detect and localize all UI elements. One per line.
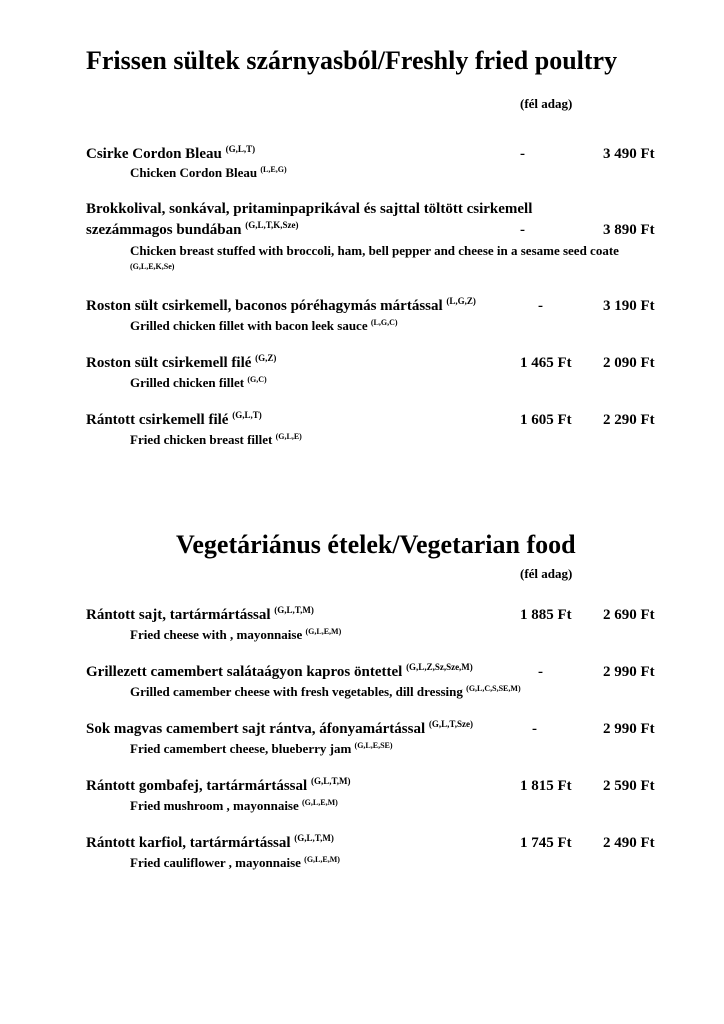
allergen-codes: (G,L,T,Sze) [428,719,473,729]
item-name-en [130,741,393,757]
allergen-codes: (G,Z) [255,353,277,363]
half-price: 1 815 Ft [520,778,572,794]
half-price: 1 885 Ft [520,607,572,623]
item-name-en-text: Fried cheese with , mayonnaise [130,627,303,642]
full-price: 3 890 Ft [603,222,655,238]
allergen-codes-en: (G,L,E,K,Se) [130,262,175,271]
item-name [86,221,299,239]
allergen-codes: (G,L,Z,Sz,Sze,M) [406,662,473,672]
item-name-en-text: Fried cauliflower , mayonnaise [130,855,301,870]
half-portion-label: (fél adag) [520,566,573,581]
allergen-codes-en: (G,L,E,M) [304,855,340,864]
item-name-en-text: Chicken Cordon Bleau [130,165,258,180]
item-name [86,606,314,624]
item-name-en-text: Fried mushroom , mayonnaise [130,798,299,813]
full-price: 2 290 Ft [603,412,655,428]
half-portion-label: (fél adag) [520,96,573,111]
allergen-codes: (G,L,T) [225,144,256,154]
half-price: - [532,721,537,737]
full-price: 3 190 Ft [603,298,655,314]
full-price: 2 690 Ft [603,607,655,623]
item-name-text: Rántott karfiol, tartármártással [86,835,291,851]
full-price: 3 490 Ft [603,146,655,162]
allergen-codes-en: (L,E,G) [260,165,287,174]
item-name-text: Sok magvas camembert sajt rántva, áfonyamártással [86,721,426,737]
item-name-text: Rántott csirkemell filé [86,412,229,428]
allergen-codes: (G,L,T) [232,410,262,420]
section-title-vegetarian: Vegetáriánus ételek/Vegetarian food [176,530,576,559]
item-name-text: Rántott gombafej, tartármártással [86,778,308,794]
full-price: 2 490 Ft [603,835,655,851]
allergen-codes-en: (G,C) [247,375,267,384]
allergen-codes-en: (G,L,E,M) [302,798,338,807]
allergen-codes: (G,L,T,K,Sze) [245,220,299,230]
half-price: - [538,664,543,680]
allergen-codes-en: (G,L,C,S,SE,M) [466,684,521,693]
item-name-text: szezámmagos bundában [86,222,242,238]
item-name [86,145,255,163]
item-name-en [130,432,302,448]
item-name [86,354,276,372]
item-name-en-text: Fried camembert cheese, blueberry jam [130,741,352,756]
item-name [86,663,473,681]
item-name-en [130,798,338,814]
allergen-codes: (G,L,T,M) [310,776,351,786]
item-name-en-text: Grilled camember cheese with fresh vegetables, dill dressing [130,684,463,699]
item-name [86,411,262,429]
allergen-codes: (G,L,T,M) [274,605,314,615]
allergen-codes-en: (G,L,E,M) [305,627,342,636]
item-name-text: Csirke Cordon Bleau [86,146,222,162]
item-name-text: Rántott sajt, tartármártással [86,607,271,623]
allergen-codes-en: (G,L,E) [275,432,302,441]
item-name-en [130,627,341,643]
full-price: 2 090 Ft [603,355,655,371]
item-name-en-text: Fried chicken breast fillet [130,432,273,447]
item-name [86,720,473,738]
full-price: 2 990 Ft [603,721,655,737]
item-name-en [130,318,398,334]
half-price: 1 745 Ft [520,835,572,851]
allergen-codes-en: (L,G,C) [370,318,398,327]
half-price: 1 605 Ft [520,412,572,428]
allergen-codes: (G,L,T,M) [294,833,334,843]
item-name-en-text: Grilled chicken fillet with bacon leek sauce [130,318,368,333]
item-name-en [130,165,287,181]
item-name-text: Roston sült csirkemell, baconos póréhagymás mártással [86,298,443,314]
item-name-en [130,375,267,391]
section-title-poultry: Frissen sültek szárnyasból/Freshly fried poultry [86,46,618,75]
item-name-line1: Brokkolival, sonkával, pritaminpaprikával és sajttal töltött csirkemell [86,201,533,217]
item-name-en-text: Grilled chicken fillet [130,375,245,390]
half-price: - [520,146,525,162]
item-name-en: Chicken breast stuffed with broccoli, ham, bell pepper and cheese in a sesame seed coate [130,243,619,258]
item-name [86,777,351,795]
item-name [86,297,476,315]
item-name [86,834,334,852]
full-price: 2 990 Ft [603,664,655,680]
allergen-codes-en: (G,L,E,SE) [354,741,393,750]
allergen-codes: (L,G,Z) [446,296,476,306]
item-name-text: Grillezett camembert salátaágyon kapros öntettel [86,664,403,680]
half-price: 1 465 Ft [520,355,572,371]
half-price: - [538,298,543,314]
full-price: 2 590 Ft [603,778,655,794]
half-price: - [520,222,525,238]
item-name-en [130,855,340,871]
item-name-text: Roston sült csirkemell filé [86,355,252,371]
item-name-en [130,684,521,700]
